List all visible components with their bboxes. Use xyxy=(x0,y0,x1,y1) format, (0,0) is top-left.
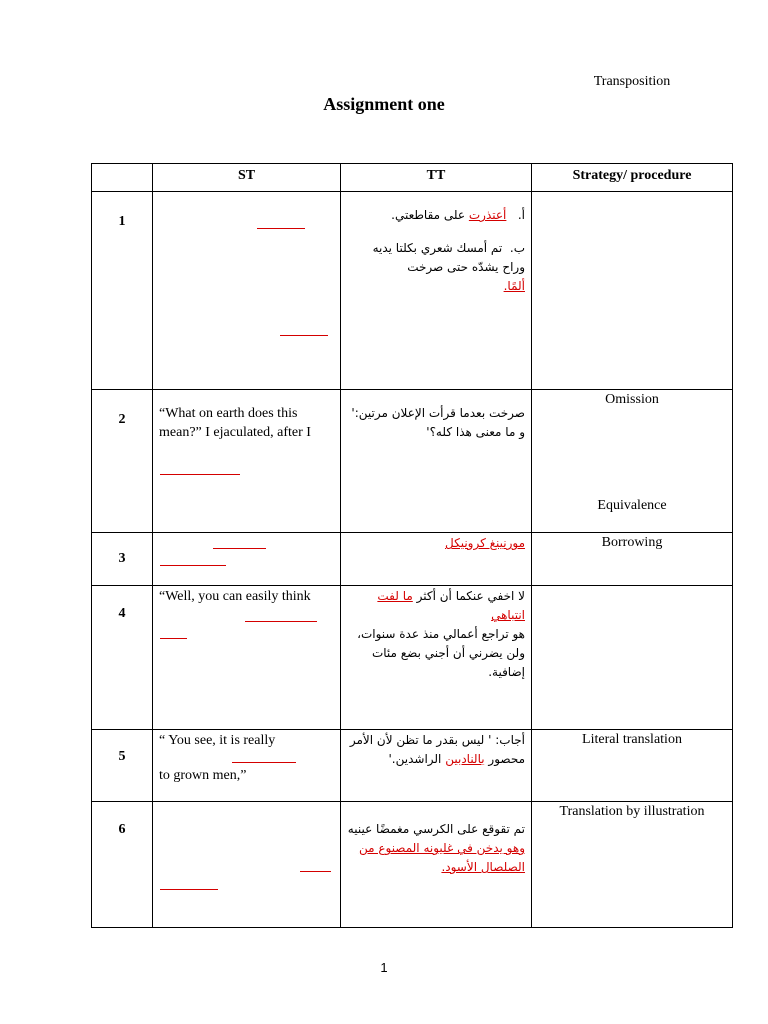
blank-line xyxy=(160,638,187,639)
blank-line xyxy=(213,548,266,549)
blank-line xyxy=(300,871,331,872)
tt-cell: تم تقوقع على الكرسي مغمضًا عينيه وهو يدخن في غليونه المصنوع من الصلصال الأسود. xyxy=(341,802,532,928)
st-cell xyxy=(153,192,341,390)
page-title: Assignment one xyxy=(323,94,445,114)
blank-line xyxy=(257,228,305,229)
tt-cell: أجاب: ' ليس بقدر ما تظن لأن الأمر محصور بالنادبين الراشدين.' xyxy=(341,730,532,802)
st-cell xyxy=(153,802,341,928)
blank-line xyxy=(232,762,296,763)
blank-line xyxy=(245,621,317,622)
tt-item-b: ب. تم أمسك شعري بكلتا يديه xyxy=(372,241,525,255)
strategy-cell: Literal translation xyxy=(532,730,733,802)
table-row xyxy=(92,192,733,390)
row-number: 6 xyxy=(92,802,153,928)
header-strategy: Strategy/ procedure xyxy=(532,164,733,192)
blank-line xyxy=(160,565,226,566)
row-number: 3 xyxy=(92,533,153,586)
tt-cell: أ. أعتذرت على مقاطعتي. ب. تم أمسك شعري بكلتا يديه وراح يشدّه حتى صرخت ألمًا. xyxy=(341,192,532,390)
st-cell: “What on earth does this mean?” I ejaculated, after I xyxy=(153,390,341,533)
row-number: 5 xyxy=(92,730,153,802)
st-cell: “ You see, it is really to grown men,” xyxy=(153,730,341,802)
tt-cell: صرخت بعدما قرأت الإعلان مرتين:' و ما معنى هذا كله؟' xyxy=(341,390,532,533)
row-number: 1 xyxy=(92,192,153,390)
blank-line xyxy=(160,889,218,890)
strategy-cell: Borrowing xyxy=(532,533,733,586)
header-row xyxy=(92,164,733,192)
strategy-cell: Transposition xyxy=(532,192,733,390)
st-cell: “Well, you can easily think xyxy=(153,586,341,730)
row-number: 4 xyxy=(92,586,153,730)
table-row xyxy=(92,730,733,802)
st-cell xyxy=(153,533,341,586)
tt-item-a: أ. أعتذرت على مقاطعتي. xyxy=(391,208,525,222)
table-row xyxy=(92,586,733,730)
header-tt: TT xyxy=(341,164,532,192)
strategy-cell: Translation by illustration xyxy=(532,802,733,928)
header-st: ST xyxy=(153,164,341,192)
row-number: 2 xyxy=(92,390,153,533)
blank-line xyxy=(160,474,240,475)
tt-cell: مورنينغ كرونيكل xyxy=(341,533,532,586)
table-row xyxy=(92,533,733,586)
tt-cell: لا اخفي عنكما أن أكثر ما لفت انتباهي هو تراجع أعمالي منذ عدة سنوات، ولن يضرني أن أجني بضع مئات إضافية. xyxy=(341,586,532,730)
table-row xyxy=(92,802,733,928)
strategy-cell: Omission xyxy=(532,390,733,533)
page-number: 1 xyxy=(380,960,388,975)
header-num xyxy=(92,164,153,192)
blank-line xyxy=(280,335,328,336)
strategy-cell: Equivalence xyxy=(532,586,733,730)
